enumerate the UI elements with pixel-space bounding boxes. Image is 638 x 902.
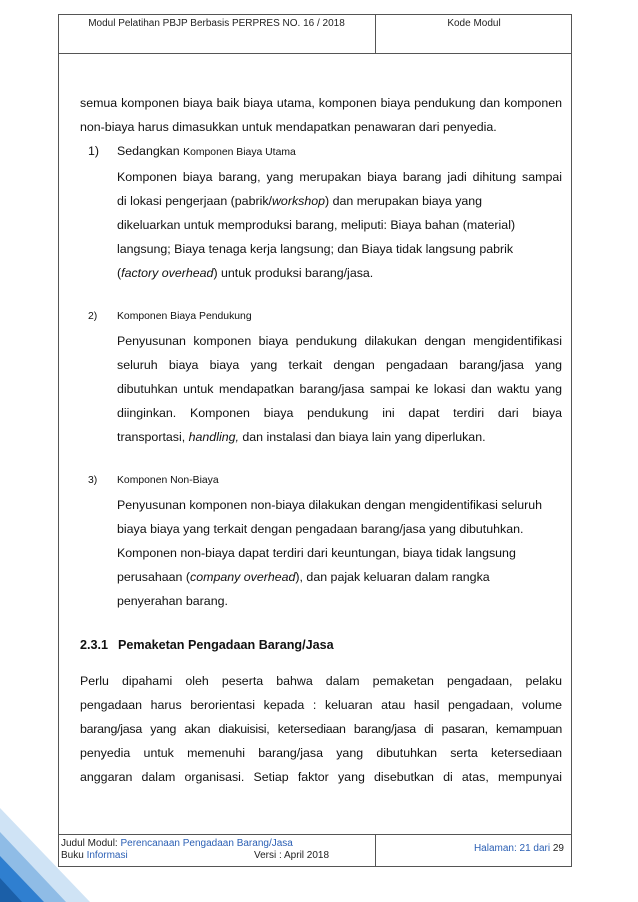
version-label: Versi : April 2018 bbox=[254, 850, 330, 861]
list-item-line: transportasi, handling, dan instalasi dan biaya lain yang diperlukan. bbox=[117, 430, 486, 444]
list-item-line: Komponen non-biaya dapat terdiri dari keuntungan, biaya tidak langsung bbox=[117, 546, 516, 560]
list-item-line: penyerahan barang. bbox=[117, 594, 228, 608]
list-item-title: Komponen Biaya Pendukung bbox=[117, 311, 252, 322]
list-item-line: diinginkan. Komponen biaya pendukung ini dapat terdiri dari biaya bbox=[117, 406, 562, 420]
section-title: Pemaketan Pengadaan Barang/Jasa bbox=[118, 638, 334, 652]
judul-value: Perencanaan Pengadaan Barang/Jasa bbox=[120, 838, 293, 849]
buku-label: Buku bbox=[61, 850, 84, 861]
section-line-3: barang/jasa yang akan diakuisisi, ketersediaan barang/jasa di pasaran, kemampuan bbox=[80, 722, 562, 736]
intro-line-1: semua komponen biaya baik biaya utama, komponen biaya pendukung dan komponen bbox=[80, 96, 562, 110]
list-item-line: (factory overhead) untuk produksi barang/jasa. bbox=[117, 266, 374, 280]
list-item-line: seluruh biaya biaya yang terkait dengan pengadaan barang/jasa yang bbox=[117, 358, 562, 372]
page-content bbox=[80, 91, 562, 789]
list-item-line: dikeluarkan untuk memproduksi barang, meliputi: Biaya bahan (material) bbox=[117, 218, 516, 232]
list-number: 2) bbox=[88, 311, 98, 322]
footer-info bbox=[58, 835, 376, 867]
list-item-line: Penyusunan komponen biaya pendukung dilakukan dengan mengidentifikasi bbox=[117, 334, 562, 348]
list-number: 1) bbox=[88, 144, 100, 158]
section-line-1: Perlu dipahami oleh peserta bahwa dalam pemaketan pengadaan, pelaku bbox=[80, 674, 562, 688]
list-item-3 bbox=[80, 469, 562, 613]
section-number: 2.3.1 bbox=[80, 638, 109, 652]
list-item-line: perusahaan (company overhead), dan pajak keluaran dalam rangka bbox=[117, 570, 490, 584]
section-line-2: pengadaan harus berorientasi kepada : keluaran atau hasil pengadaan, volume bbox=[80, 698, 562, 712]
section-line-5: anggaran dalam organisasi. Setiap faktor yang disebutkan di atas, mempunyai bbox=[80, 770, 562, 784]
list-number: 3) bbox=[88, 475, 98, 486]
total-pages: 29 bbox=[552, 843, 564, 854]
page-header bbox=[58, 14, 572, 54]
intro-line-2: non-biaya harus dimasukkan untuk mendapatkan penawaran dari penyedia. bbox=[80, 120, 497, 134]
list-item-1 bbox=[80, 139, 562, 285]
section-heading bbox=[80, 633, 562, 657]
list-item-2 bbox=[80, 305, 562, 449]
list-item-line: Komponen biaya barang, yang merupakan biaya barang jadi dihitung sampai bbox=[117, 170, 562, 184]
halaman-label: Halaman: 21 dari bbox=[473, 843, 551, 854]
buku-value: Informasi bbox=[86, 850, 128, 861]
list-item-line: Penyusunan komponen non-biaya dilakukan dengan mengidentifikasi seluruh bbox=[117, 498, 543, 512]
list-item-line: langsung; Biaya tenaga kerja langsung; dan Biaya tidak langsung pabrik bbox=[117, 242, 514, 256]
section-line-4: penyedia untuk memenuhi barang/jasa yang dibutuhkan serta ketersediaan bbox=[80, 746, 562, 760]
list-item-title: Komponen Non-Biaya bbox=[117, 475, 219, 486]
judul-label: Judul Modul: bbox=[61, 838, 118, 849]
module-title: Modul Pelatihan PBJP Berbasis PERPRES NO. 16 / 2018 bbox=[58, 14, 376, 53]
page-footer bbox=[58, 834, 572, 867]
list-item-line: dibutuhkan untuk mendapatkan barang/jasa sampai ke lokasi dan waktu yang bbox=[117, 382, 562, 396]
module-code-label: Kode Modul bbox=[447, 18, 501, 29]
list-item-title: Sedangkan Komponen Biaya Utama bbox=[117, 144, 296, 158]
page-number bbox=[376, 835, 572, 867]
list-item-line: di lokasi pengerjaan (pabrik/workshop) dan merupakan biaya yang bbox=[117, 194, 483, 208]
list-item-line: biaya biaya yang terkait dengan pengadaan barang/jasa yang dibutuhkan. bbox=[117, 522, 524, 536]
